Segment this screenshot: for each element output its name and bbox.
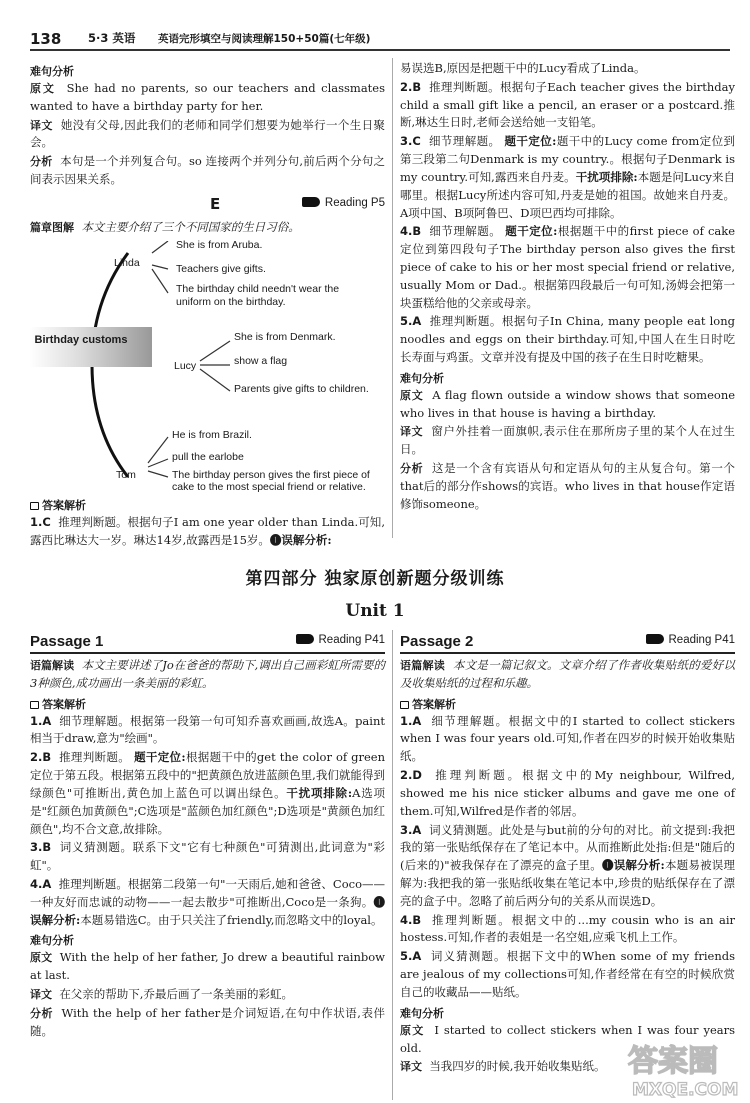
- linda-item-1: She is from Aruba.: [176, 238, 263, 251]
- answer-number: 5.A: [400, 949, 422, 964]
- answer-text: 细节理解题。: [428, 134, 501, 149]
- branch-lucy: Lucy: [174, 359, 197, 372]
- error-analysis-label: ❶误解分析:: [269, 532, 332, 547]
- answer-text: 推理判断题。: [59, 750, 131, 765]
- pointing-hand-icon: [296, 634, 314, 644]
- answer-text: 词义猜测题。根据下文中的When some of my friends are jealous of my collections可知,作者经常在有空的时候欣赏自己的收藏品——贴纸。: [400, 949, 735, 999]
- answer-text: 细节理解题。根据第一段第一句可知乔喜欢画画,故选A。paint相当于draw,意为"绘画"。: [30, 713, 385, 746]
- answer-text: 细节理解题。根据文中的I started to collect stickers when I was four years old.可知,作者在四岁的时候开始收集贴纸。: [400, 713, 736, 764]
- answers-heading-text: 答案解析: [42, 498, 86, 512]
- passage-2-summary: [400, 657, 735, 693]
- p1-answer-3: [30, 839, 385, 875]
- right-answer-2: [400, 79, 735, 132]
- bottom-column-divider: [392, 630, 393, 1100]
- branch-linda: Linda: [114, 256, 140, 269]
- reading-reference: [302, 195, 385, 213]
- unit-title: Unit 1: [345, 601, 405, 621]
- lock-icon: [400, 701, 409, 709]
- analysis-label: 分析: [30, 1006, 54, 1020]
- right-answer-4: [400, 223, 735, 312]
- lucy-item-1: She is from Denmark.: [234, 330, 336, 343]
- reading-ref-text: Reading P5: [324, 196, 385, 209]
- locate-label: 题干定位:: [504, 134, 557, 149]
- linda-item-2: Teachers give gifts.: [176, 262, 266, 275]
- right-answer-5: [400, 313, 735, 366]
- locate-label: 题干定位:: [505, 224, 558, 239]
- answer-number: 1.A: [400, 713, 422, 728]
- answers-heading: [30, 696, 385, 713]
- answer-text: 词义猜测题。联系下文"它有七种颜色"可猜测出,此词意为"彩虹"。: [30, 840, 386, 873]
- header-rule: [30, 49, 730, 51]
- answer-number: 1.C: [30, 514, 51, 529]
- linda-connector-3: [152, 269, 168, 293]
- answer-text-2: 根据题干中的first piece of cake定位到第四段句子The birthday person also gives the first piece of cake to his or her most special friend or relative, usually Mom or Dad.。根据第四段最后一句可知,汤姆会把第一块蛋糕给他的父亲或母亲。: [400, 224, 736, 310]
- pointing-hand-icon: [646, 634, 664, 644]
- lucy-connector-3: [200, 369, 230, 391]
- answer-number: 5.A: [400, 314, 422, 329]
- answer-text: 推理判断题。根据第二段第一句"一天雨后,她和爸爸、Coco——一种友好而忠诚的动物——一起去散步"可推断出,Coco是一条狗。: [30, 876, 386, 909]
- analysis-block: [400, 460, 735, 513]
- lucy-item-3: Parents give gifts to children.: [234, 382, 369, 395]
- answer-number: 3.C: [400, 134, 421, 149]
- difficult-sentence-heading: 难句分析: [400, 1006, 444, 1020]
- part-title: 第四部分 独家原创新题分级训练: [245, 569, 505, 589]
- top-column-divider: [392, 58, 393, 538]
- answer-text: 推理判断题。根据句子Each teacher gives the birthday child a small gift like a pencil, an eraser or a postcard.推断,琳达生日时,老师会送给她一支铅笔。: [400, 79, 736, 130]
- distractor-label: 干扰项排除:: [575, 169, 638, 184]
- original-text-block: [30, 80, 385, 116]
- translation-text: 她没有父母,因此我们的老师和同学们想要为她举行一个生日聚会。: [30, 117, 386, 150]
- p1-answer-4: [30, 876, 385, 929]
- translation-block: [30, 117, 385, 153]
- answer-text-2: 根据题干中的get the color of green定位于第五段。根据第五段中的"把黄颜色放进蓝颜色里,我们就能得到绿颜色"可推断出,黄色加上蓝色可以调出绿色。: [30, 750, 385, 800]
- answers-heading-text: 答案解析: [412, 697, 456, 711]
- answer-text-3: A选项是"红颜色加黄颜色";C选项是"蓝颜色加红颜色";D选项是"黄颜色加红颜色",均不合文意,故排除。: [30, 785, 385, 836]
- original-label: 原文: [30, 951, 53, 965]
- answer-text-3: 本题是问Lucy来自哪里。根据Lucy所述内容可知,丹麦是她的祖国。故她来自丹麦。A项中国、B项阿鲁巴、D项巴西均可排除。: [400, 169, 735, 220]
- passage-1-header: [30, 630, 385, 652]
- original-label: 原文: [400, 388, 424, 402]
- reading-ref-text: Reading P41: [668, 634, 735, 646]
- answer-text: 词义猜测题。此处是与but前的分句的对比。前文提到:我把我的第一张贴纸保存在了笔记本中。从而推断此处指:但是"随后的(后来的)"被我保存在了漂亮的盒子里。: [400, 822, 735, 873]
- translation-label: 译文: [30, 118, 53, 132]
- linda-item-3: The birthday child needn't wear the uniform on the birthday.: [176, 282, 340, 308]
- tom-item-2: pull the earlobe: [172, 450, 244, 463]
- original-text: A flag flown outside a window shows that someone who lives in that house is having a birthday.: [400, 387, 736, 420]
- diagram-intro: [30, 219, 385, 237]
- answers-heading: [400, 696, 735, 713]
- p1-answer-2: [30, 749, 385, 838]
- p2-answer-4: [400, 912, 735, 948]
- reading-reference: [646, 632, 736, 650]
- lock-icon: [30, 502, 39, 510]
- reading-ref-text: Reading P41: [318, 634, 385, 646]
- p2-answer-1: [400, 713, 735, 766]
- pointing-hand-icon: [302, 197, 320, 207]
- answer-text: 推理判断题。根据文中的My neighbour, Wilfred, showed me his nice sticker albums and gave me one of them.可知,Wilfred是作者的邻居。: [400, 768, 735, 818]
- translation-label: 译文: [30, 988, 52, 1002]
- translation-label: 译文: [400, 425, 424, 439]
- difficult-sentence-heading: 难句分析: [30, 934, 74, 948]
- difficult-sentence-heading: 难句分析: [30, 65, 74, 78]
- tom-connector-3: [148, 471, 168, 477]
- p2-answer-5: [400, 948, 735, 1001]
- passage-1-title: Passage 1: [30, 633, 104, 650]
- tom-connector-1: [148, 437, 168, 463]
- distractor-label: 干扰项排除:: [286, 785, 353, 800]
- lucy-item-2: show a flag: [234, 354, 288, 367]
- summary-text: 本文主要讲述了Jo在爸爸的帮助下,调出自己画彩虹所需要的3种颜色,成功画出一条美丽的彩虹。: [30, 658, 385, 690]
- section-letter: E: [210, 194, 221, 213]
- right-top-column: [400, 60, 735, 550]
- passage-2-title: Passage 2: [400, 633, 474, 650]
- book-title: 英语完形填空与阅读理解150+50篇(七年级): [158, 33, 371, 45]
- diagram-label: 篇章图解: [30, 220, 74, 234]
- translation-text: 当我四岁的时候,我开始收集贴纸。: [429, 1059, 606, 1074]
- birthday-customs-mindmap: [30, 238, 385, 493]
- translation-text: 在父亲的帮助下,乔最后画了一条美丽的彩虹。: [59, 987, 293, 1002]
- passage-2-column: [400, 630, 735, 1100]
- passage-1-rule: [30, 652, 385, 654]
- translation-block: [30, 986, 385, 1004]
- p1-answer-1: [30, 713, 385, 749]
- summary-label: 语篇解读: [30, 659, 75, 672]
- passage-1-summary: [30, 657, 385, 693]
- passage-1-column: [30, 630, 385, 1100]
- original-label: 原文: [400, 1023, 425, 1037]
- error-analysis-label: ❶误解分析:: [601, 858, 665, 873]
- answer-number: 4.A: [30, 876, 52, 891]
- right-answer-3: [400, 133, 735, 222]
- watermark-sub: MXQE.COM: [632, 1080, 739, 1100]
- analysis-text: 本句是一个并列复合句。so 连接两个并列分句,前后两个分句之间表示因果关系。: [30, 154, 386, 187]
- passage-2-header: [400, 630, 735, 652]
- passage-2-rule: [400, 652, 735, 654]
- summary-label: 语篇解读: [400, 659, 446, 672]
- analysis-text: 这是一个含有宾语从句和定语从句的主从复合句。第一个that后的部分作shows的宾语。who lives in that house作定语修饰someone。: [400, 461, 736, 511]
- answer-number: 2.B: [400, 79, 422, 94]
- reading-reference: [296, 632, 386, 650]
- tom-item-3: The birthday person gives the first piece of cake to the most special friend or relative.: [172, 468, 370, 493]
- watermark-text: 答案圈: [628, 1044, 718, 1079]
- continuation-text: 易误选B,原因是把题干中的Lucy看成了Linda。: [400, 61, 646, 75]
- original-text-block: [400, 387, 735, 423]
- translation-label: 译文: [400, 1060, 422, 1074]
- original-label: 原文: [30, 82, 56, 96]
- p2-answer-2: [400, 767, 735, 820]
- lock-icon: [30, 701, 39, 709]
- mindmap-root: Birthday customs: [30, 327, 152, 367]
- linda-connector-2: [152, 265, 168, 269]
- answer-number: 2.B: [30, 750, 52, 765]
- answers-heading: [30, 497, 385, 514]
- answer-number: 1.A: [30, 713, 52, 728]
- answer-number: 2.D: [400, 768, 422, 783]
- left-answer-1: [30, 514, 385, 550]
- answer-number: 3.A: [400, 822, 422, 837]
- watermark-logo: [624, 1035, 742, 1101]
- section-e-row: [30, 193, 385, 219]
- lucy-connector-1: [200, 341, 230, 361]
- answer-number: 4.B: [400, 912, 422, 927]
- diagram-intro-text: 本文主要介绍了三个不同国家的生日习俗。: [81, 219, 300, 234]
- answer-text: 推理判断题。根据文中的...my cousin who is an air hostess.可知,作者的表姐是一名空姐,应乘飞机上工作。: [400, 912, 736, 945]
- answer-number: 4.B: [400, 224, 422, 239]
- left-top-column: [30, 60, 385, 560]
- answer-number: 3.B: [30, 840, 52, 855]
- page-number: 138: [30, 30, 62, 48]
- tom-connector-2: [148, 459, 168, 467]
- answer-text: 推理判断题。根据句子I am one year older than Linda.可知,露西比琳达大一岁。琳达14岁,故露西是15岁。: [30, 514, 386, 547]
- answer-text-4: 本题易被误理解为:我把我的第一张贴纸收集在笔记本中,珍贵的贴纸保存在了漂亮的盒子中。忽略了前后两分句的关系从而误选D。: [400, 858, 736, 908]
- translation-block: [400, 423, 735, 459]
- difficult-sentence-heading: 难句分析: [400, 371, 444, 385]
- locate-label: 题干定位:: [134, 750, 186, 765]
- translation-text: 窗户外挂着一面旗帜,表示住在那所房子里的某个人在过生日。: [400, 424, 736, 457]
- original-text-block: [30, 949, 385, 985]
- series-name: 5·3 英语: [88, 31, 136, 45]
- analysis-block: [30, 153, 385, 189]
- original-text: With the help of her father, Jo drew a beautiful rainbow at last.: [30, 950, 386, 983]
- summary-text: 本文是一篇记叙文。文章介绍了作者收集贴纸的爱好以及收集贴纸的过程和乐趣。: [400, 658, 736, 690]
- answer-text: 细节理解题。: [429, 224, 502, 239]
- linda-connector-1: [152, 241, 168, 253]
- analysis-block: [30, 1005, 385, 1041]
- analysis-label: 分析: [400, 462, 424, 476]
- analysis-label: 分析: [30, 155, 53, 169]
- original-text: She had no parents, so our teachers and classmates wanted to have a birthday party for her.: [30, 81, 386, 113]
- error-analysis-label: ❶误解分析:: [30, 894, 385, 927]
- answer-text-2: 题干中的Lucy come from定位到第三段第二句Denmark is my country.。根据句子Denmark is my country.可知,露西来自丹麦。: [400, 134, 736, 184]
- branch-tom: Tom: [116, 468, 136, 481]
- p2-answer-3: [400, 822, 735, 911]
- answer-text-4: 本题易错选C。由于只关注了friendly,而忽略文中的loyal。: [80, 912, 383, 927]
- answers-heading-text: 答案解析: [42, 697, 86, 711]
- original-text: I started to collect stickers when I was four years old.: [400, 1022, 736, 1055]
- answer-text: 推理判断题。根据句子In China, many people eat long noodles and eggs on their birthday.可知,中国人在生日时吃长寿面与鸡蛋。文章并没有提及中国的孩子在生日时吃糖果。: [400, 314, 736, 364]
- page-header: [0, 0, 750, 52]
- analysis-text: With the help of her father是介词短语,在句中作状语,表伴随。: [30, 1005, 386, 1038]
- tom-item-1: He is from Brazil.: [172, 428, 252, 441]
